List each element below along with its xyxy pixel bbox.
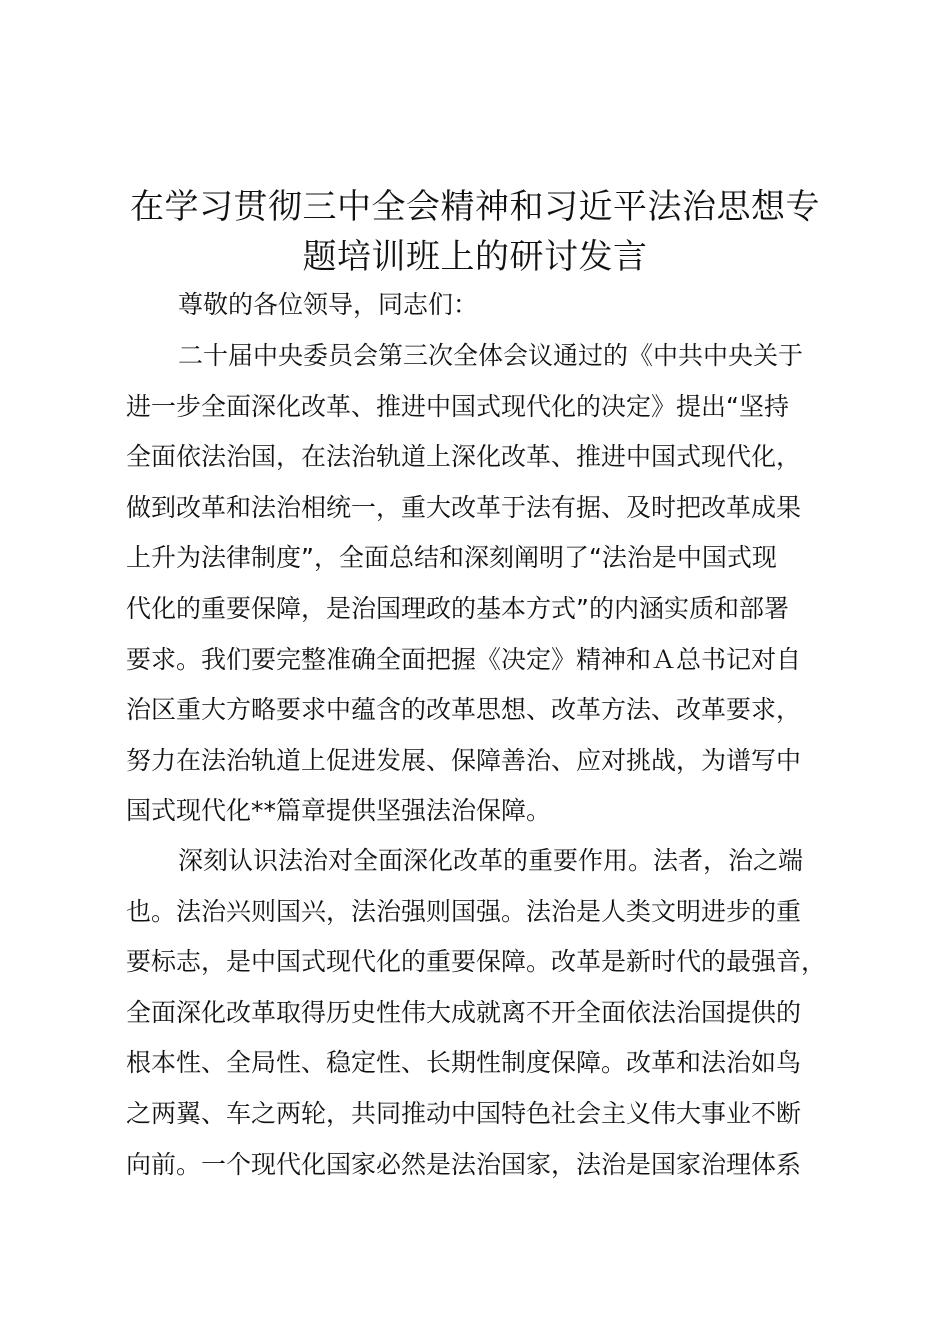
paragraph-line: 深刻认识法治对全面深化改革的重要作用。法者，治之端 xyxy=(178,846,804,875)
paragraph-1 xyxy=(126,331,866,837)
paragraph-2 xyxy=(126,836,866,1190)
paragraph-line: 上升为法律制度”，全面总结和深刻阐明了“法治是中国式现 xyxy=(126,543,777,573)
paragraph-line: 根本性、全局性、稳定性、长期性制度保障。改革和法治如鸟 xyxy=(126,1048,802,1078)
paragraph-line: 国式现代化**篇章提供坚强法治保障。 xyxy=(126,796,552,826)
paragraph-line: 努力在法治轨道上促进发展、保障善治、应对挑战，为谱写中 xyxy=(126,745,802,775)
salutation xyxy=(126,280,866,331)
paragraph-line: 全面依法治国，在法治轨道上深化改革、推进中国式现代化， xyxy=(126,442,802,472)
title-line: 在学习贯彻三中全会精神和习近平法治思想专 xyxy=(130,187,820,227)
salutation-text: 尊敬的各位领导，同志们： xyxy=(178,290,479,319)
paragraph-line: 要求。我们要完整准确全面把握《决定》精神和Ａ总书记对自 xyxy=(126,644,802,674)
paragraph-line: 二十届中央委员会第三次全体会议通过的《中共中央关于 xyxy=(178,341,804,370)
paragraph-line: 要标志，是中国式现代化的重要保障。改革是新时代的最强音， xyxy=(126,947,827,977)
paragraph-line: 代化的重要保障，是治国理政的基本方式”的内涵实质和部署 xyxy=(126,593,789,623)
paragraph-line: 治区重大方略要求中蕴含的改革思想、改革方法、改革要求， xyxy=(126,695,802,725)
title-line: 题培训班上的研讨发言 xyxy=(302,237,648,277)
paragraph-line: 也。法治兴则国兴，法治强则国强。法治是人类文明进步的重 xyxy=(126,896,802,926)
paragraph-line: 进一步全面深化改革、推进中国式现代化的决定》提出“坚持 xyxy=(126,391,789,421)
document-title xyxy=(100,182,850,282)
paragraph-line: 做到改革和法治相统一，重大改革于法有据、及时把改革成果 xyxy=(126,492,802,522)
paragraph-line: 向前。一个现代化国家必然是法治国家，法治是国家治理体系 xyxy=(126,1149,802,1179)
paragraph-line: 全面深化改革取得历史性伟大成就离不开全面依法治国提供的 xyxy=(126,997,802,1027)
paragraph-line: 之两翼、车之两轮，共同推动中国特色社会主义伟大事业不断 xyxy=(126,1098,802,1128)
